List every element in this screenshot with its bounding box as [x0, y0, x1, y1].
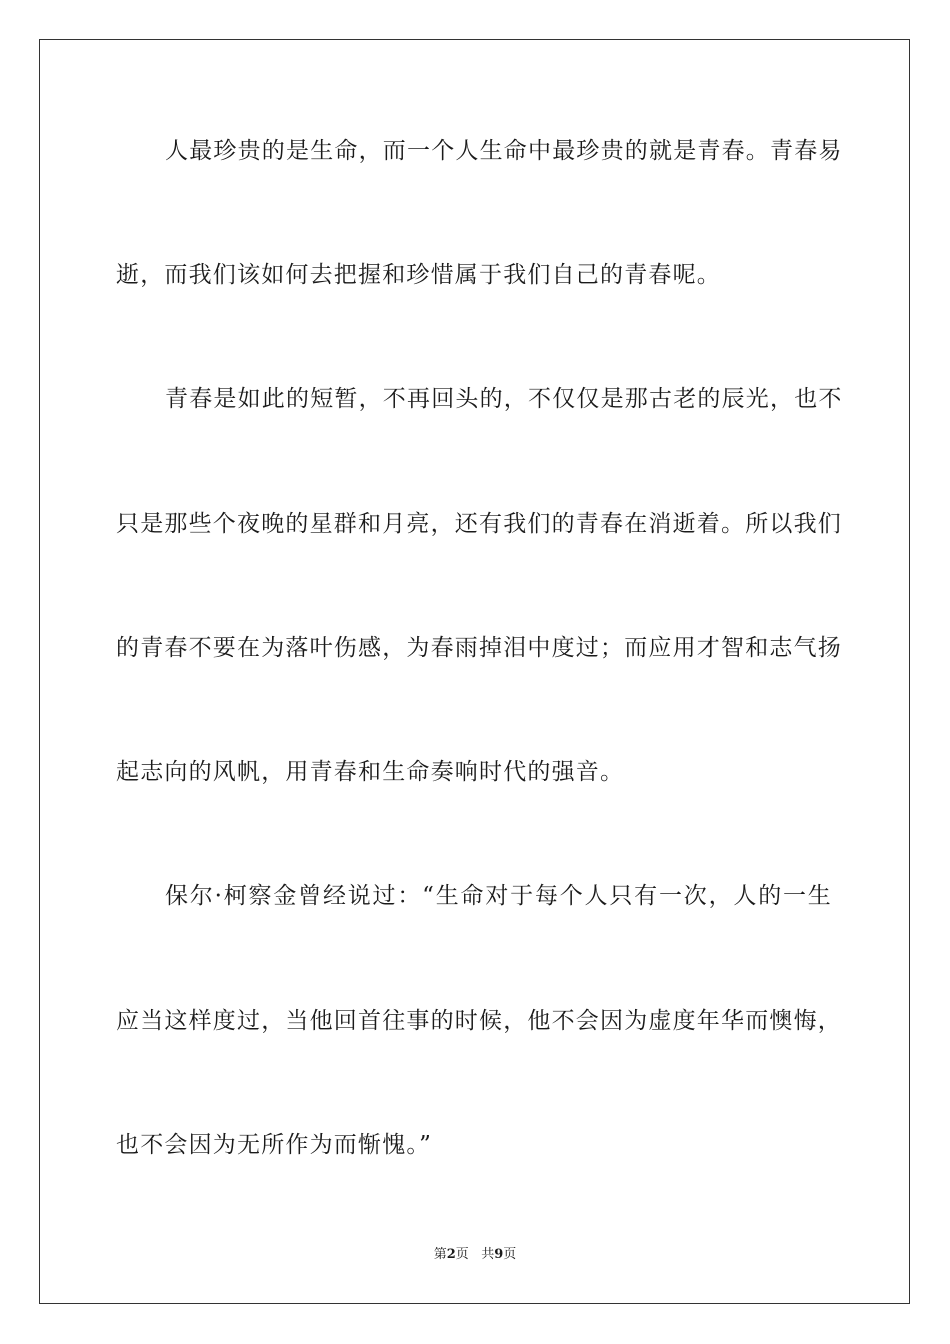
paragraph-2-line-3: 的青春不要在为落叶伤感，为春雨掉泪中度过；而应用才智和志气扬	[116, 635, 842, 661]
page-number-footer	[0, 1246, 950, 1264]
paragraph-1-line-2: 逝，而我们该如何去把握和珍惜属于我们自己的青春呢。	[116, 262, 721, 288]
current-page-number: 2	[446, 1247, 456, 1262]
page-border	[39, 39, 910, 1304]
page-prefix: 第	[433, 1247, 447, 1262]
paragraph-3-line-2: 应当这样度过，当他回首往事的时候，他不会因为虚度年华而懊悔，	[116, 1008, 842, 1034]
paragraph-2-line-2: 只是那些个夜晚的星群和月亮，还有我们的青春在消逝着。所以我们	[116, 511, 842, 537]
paragraph-3-line-1: 保尔·柯察金曾经说过：“生命对于每个人只有一次，人的一生	[165, 883, 832, 909]
total-page-number: 9	[494, 1247, 504, 1262]
paragraph-2-line-4: 起志向的风帆，用青春和生命奏响时代的强音。	[116, 759, 625, 785]
paragraph-1-line-1: 人最珍贵的是生命，而一个人生命中最珍贵的就是青春。青春易	[165, 138, 843, 164]
paragraph-2-line-1: 青春是如此的短暂，不再回头的，不仅仅是那古老的辰光，也不	[165, 386, 843, 412]
paragraph-3-line-3: 也不会因为无所作为而惭愧。”	[116, 1132, 433, 1158]
page-suffix: 页 共	[455, 1247, 495, 1262]
total-suffix: 页	[503, 1247, 517, 1262]
